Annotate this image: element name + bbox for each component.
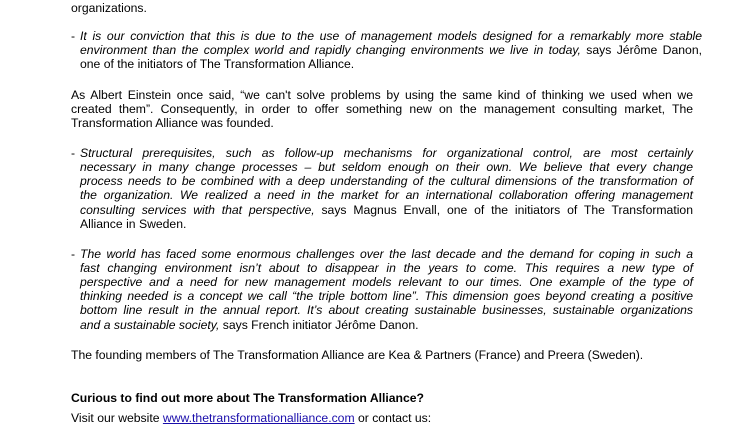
quote1-line-2: environment than the complex world and rapidly changing environments we live in today, says Jérôme Danon, (80, 43, 702, 57)
quote1-line-3: one of the initiators of The Transformation Alliance. (80, 57, 355, 71)
quote3-line-3: perspective and a need for new management models relevant to our times. One example of the type of (80, 275, 693, 289)
top-fragment: organizations. (71, 1, 147, 15)
quote3-line-5: bottom line result in the annual report. It’s about creating sustainable businesses, sustainable organizations (80, 303, 693, 317)
website-link[interactable]: www.thetransformationalliance.com (162, 411, 355, 425)
founding-members-paragraph: The founding members of The Transformation Alliance are Kea & Partners (France) and Preera (Sweden). (71, 348, 644, 362)
para1-line-2: created them”. Consequently, in order to offer something new on the management consulting market, The (71, 102, 693, 116)
quote2-line-6: Alliance in Sweden. (80, 217, 187, 231)
quote-dash: - (71, 29, 76, 43)
quote2-line-1: Structural prerequisites, such as follow-up mechanisms for organizational control, are most certainly (80, 146, 693, 160)
quote3-line-6: and a sustainable society, says French initiator Jérôme Danon. (80, 318, 419, 332)
quote1-line-1: It is our conviction that this is due to the use of management models designed for a remarkably more stable (80, 29, 702, 43)
quote2-line-5: consulting services with that perspective, says Magnus Envall, one of the initiators of The Transformation (80, 203, 693, 217)
quote3-line-2: fast changing environment isn’t about to disappear in the years to come. This requires a new type of (80, 261, 693, 275)
quote3-line-4: thinking needed is a concept we call “the triple bottom line”. This dimension goes beyond creating a positive (80, 289, 693, 303)
contact-line: Visit our website www.thetransformationalliance.com or contact us: (71, 411, 432, 425)
quote2-line-2: necessary in many change processes – but seldom enough on their own. We believe that every change (80, 160, 693, 174)
contact-heading: Curious to find out more about The Transformation Alliance? (71, 391, 424, 405)
quote-dash: - (71, 146, 76, 160)
para1-line-1: As Albert Einstein once said, “we can't solve problems by using the same kind of thinking we used when we (71, 88, 693, 102)
quote-dash: - (71, 247, 76, 261)
quote3-line-1: The world has faced some enormous challenges over the last decade and the demand for coping in such a (80, 247, 693, 261)
quote2-line-3: process needs to be combined with a deep understanding of the cultural dimensions of the transformation of (80, 174, 693, 188)
quote2-line-4: the organization. We realized a need in the market for an international collaboration offering management (80, 188, 693, 202)
para1-line-3: Transformation Alliance was founded. (71, 116, 274, 130)
